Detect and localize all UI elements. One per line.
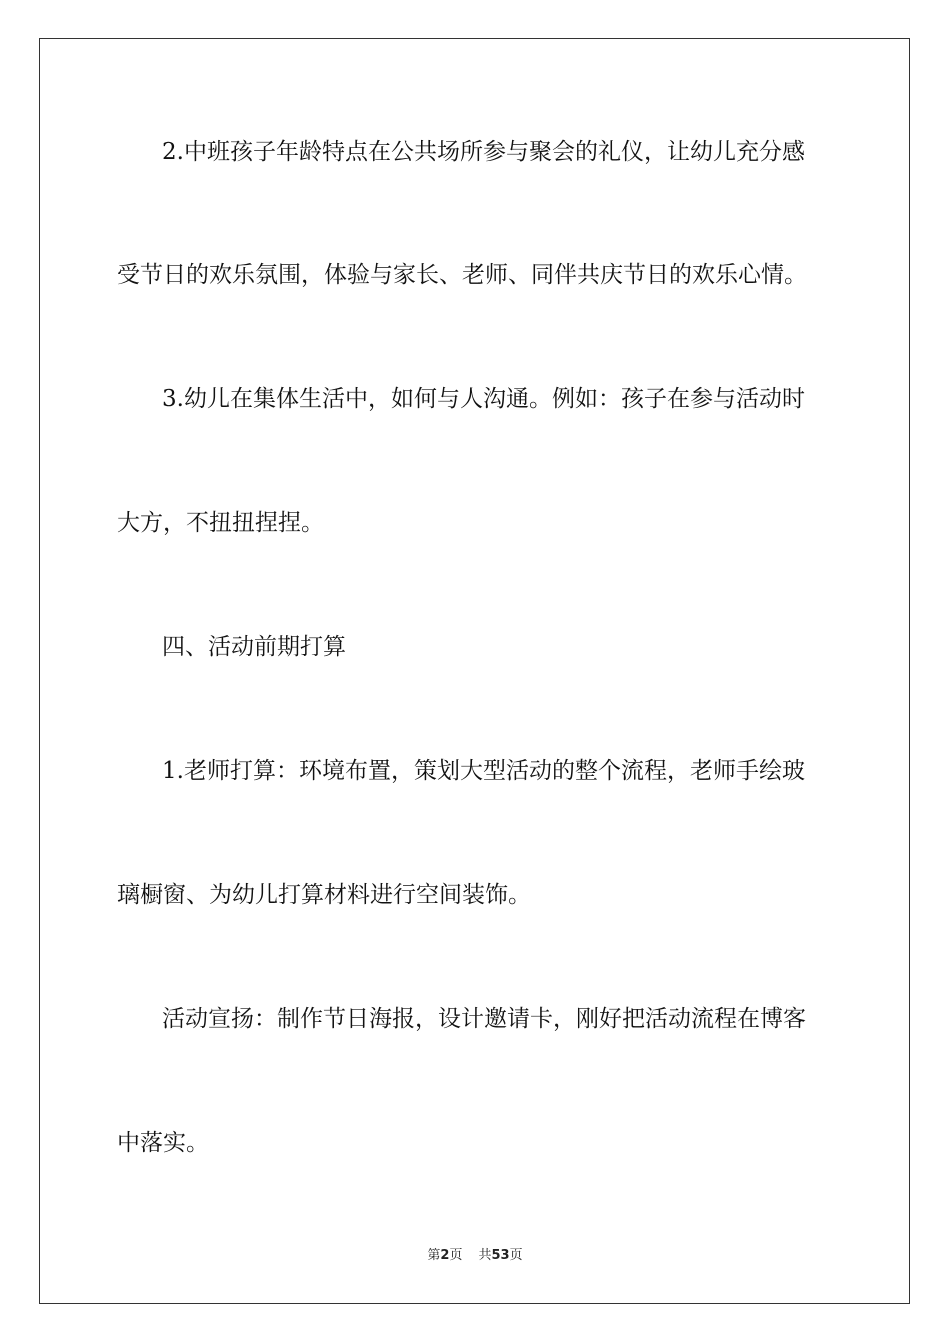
total-pages: 53 — [491, 1248, 510, 1263]
page-number: 2 — [440, 1248, 450, 1263]
page-border — [39, 38, 910, 1304]
paragraph-line: 1.老师打算：环境布置，策划大型活动的整个流程，老师手绘玻 — [162, 758, 805, 784]
paragraph-line: 璃橱窗、为幼儿打算材料进行空间装饰。 — [117, 882, 531, 908]
section-heading: 四、活动前期打算 — [162, 634, 346, 660]
page-prefix: 第 — [427, 1248, 441, 1263]
total-suffix: 页 — [509, 1248, 523, 1263]
paragraph-line: 受节日的欢乐氛围，体验与家长、老师、同伴共庆节日的欢乐心情。 — [117, 262, 807, 288]
total-prefix: 共 — [478, 1248, 492, 1263]
paragraph-line: 活动宣扬：制作节日海报，设计邀请卡，刚好把活动流程在博客 — [162, 1006, 806, 1032]
paragraph-line: 3.幼儿在集体生活中，如何与人沟通。例如：孩子在参与活动时 — [162, 386, 805, 412]
page-suffix: 页 — [449, 1248, 463, 1263]
paragraph-line: 2.中班孩子年龄特点在公共场所参与聚会的礼仪，让幼儿充分感 — [162, 139, 805, 165]
paragraph-line: 中落实。 — [117, 1130, 209, 1156]
page-footer — [0, 1247, 950, 1265]
paragraph-line: 大方，不扭扭捏捏。 — [117, 510, 324, 536]
